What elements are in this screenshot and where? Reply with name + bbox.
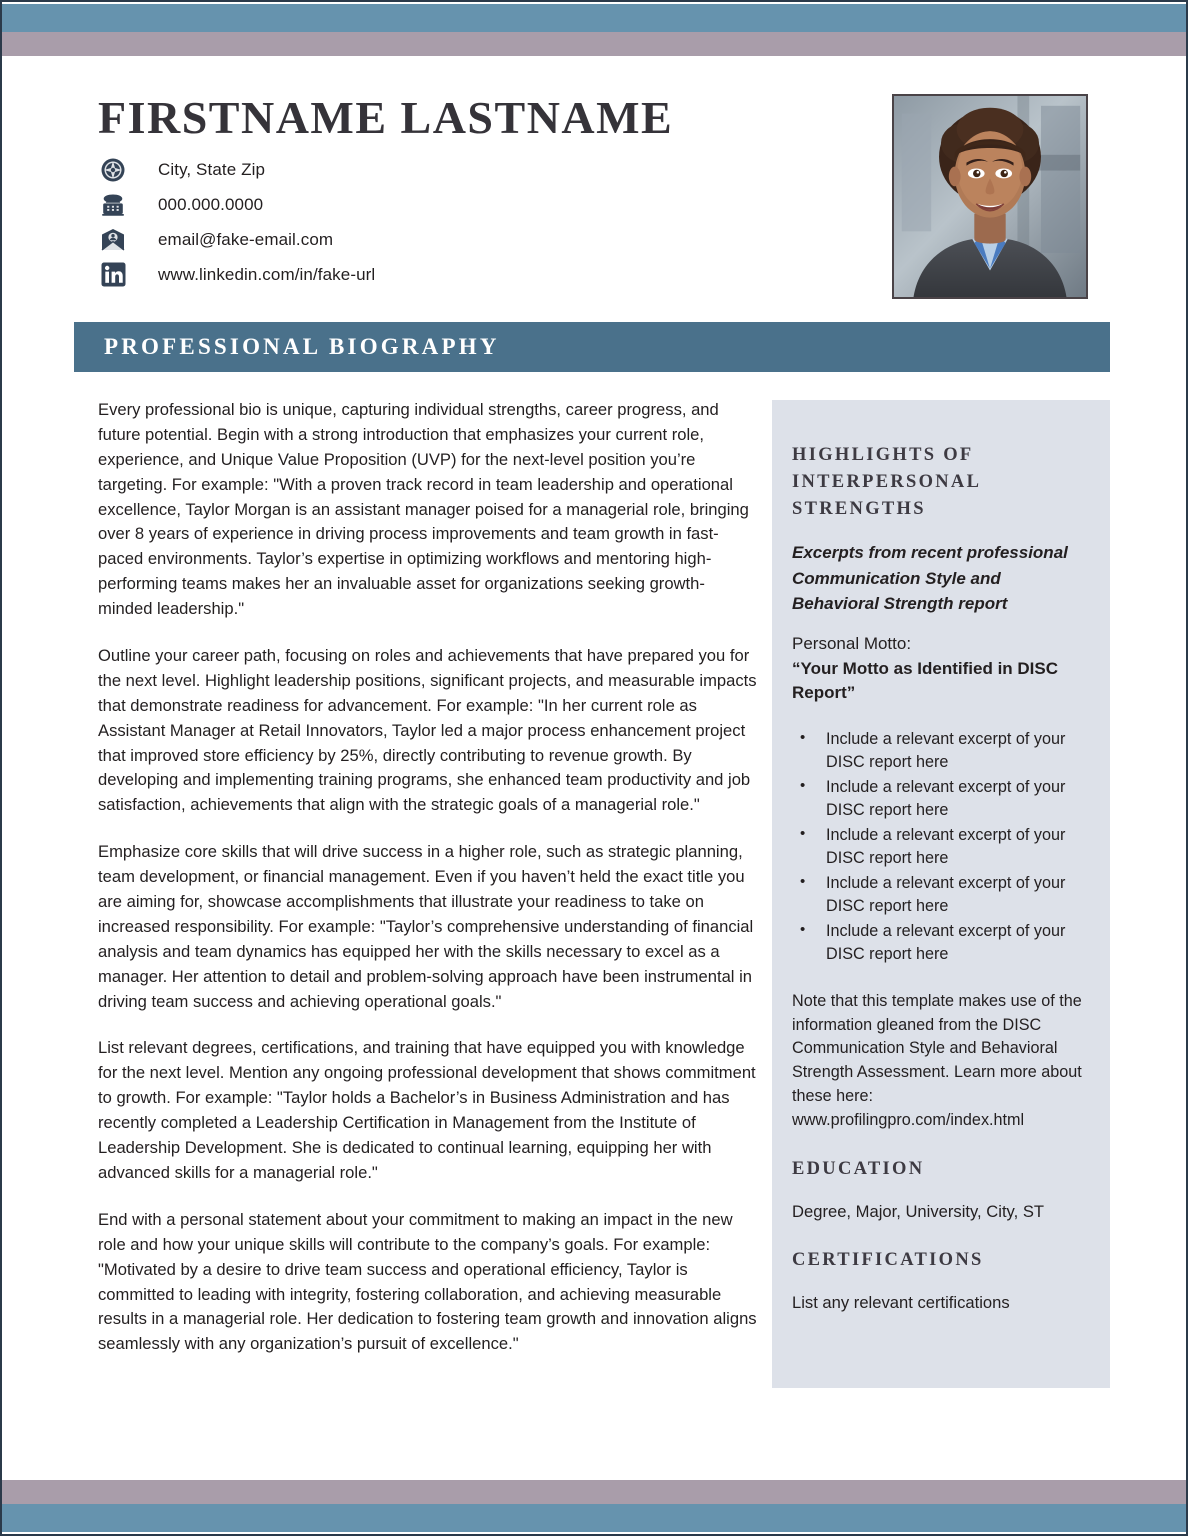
compass-icon [98, 155, 128, 185]
bottom-mauve-bar [2, 1480, 1186, 1504]
bottom-blue-bar [2, 1504, 1186, 1532]
contact-list [98, 152, 878, 292]
contact-phone-text: 000.000.0000 [158, 194, 264, 214]
section-header-professional-biography [74, 322, 1110, 372]
biography-paragraph: List relevant degrees, certifications, and training that have equipped you with knowledge for the next level. Mention any ongoing professional development that shows commitment to growth. For example: "Taylor holds a Bachelor’s in Business Administration and has recently completed a Leadership Certification in Management from the Institute of Leadership Development. She is dedicated to continual learning, equipping her with advanced skills for a managerial role." [98, 1038, 756, 1182]
sidebar-motto-label: Personal Motto: [792, 633, 912, 653]
contact-row-email [98, 222, 878, 257]
list-item: • Include a relevant excerpt of your DISC report here [826, 728, 1088, 774]
contact-row-phone [98, 187, 878, 222]
portrait-photo [894, 96, 1086, 297]
sidebar-panel [772, 400, 1110, 1388]
sidebar-certifications-title: CERTIFICATIONS [792, 1249, 984, 1270]
biography-paragraph: Every professional bio is unique, capturing individual strengths, career progress, and future potential. Begin with a strong introduction that emphasizes your current role, experience, and Unique Value Proposition (UVP) for the next-level position you’re targeting. For example: "With a proven track record in team leadership and operational excellence, Taylor Morgan is an assistant manager poised for a managerial role, bringing over 8 years of experience in driving process improvements and team growth in fast-paced environments. Taylor’s expertise in optimizing workflows and mentoring high-performing teams makes her an invaluable asset for organizations seeking growth-minded leadership." [98, 400, 749, 619]
section-title: PROFESSIONAL BIOGRAPHY [104, 334, 500, 359]
sidebar-motto-value: “Your Motto as Identified in DISC Report” [792, 658, 1059, 703]
top-blue-bar [2, 4, 1186, 32]
email-icon [98, 225, 128, 255]
list-item: • Include a relevant excerpt of your DISC report here [826, 776, 1088, 822]
biography-paragraph: Emphasize core skills that will drive success in a higher role, such as strategic planning, team development, or financial management. Even if you haven’t held the exact title you are aiming for, showcase accomplishments that illustrate your readiness to take on increased responsibility. For example: "Taylor’s comprehensive understanding of financial analysis and team dynamics has equipped her with the skills necessary to excel as a manager. Her attention to detail and problem-solving approach have been instrumental in driving team success and achieving operational goals." [98, 842, 754, 1011]
contact-email-text: email@fake-email.com [158, 229, 334, 249]
sidebar-education-body: Degree, Major, University, City, ST [792, 1201, 1045, 1221]
sidebar-bullet-list [792, 728, 1088, 966]
biography-paragraph: Outline your career path, focusing on roles and achievements that have prepared you for the next level. Highlight leadership positions, significant projects, and measurable impacts that demonstrate readiness for advancement. For example: "In her current role as Assistant Manager at Retail Innovators, Taylor led a major process enhancement project that improved store efficiency by 25%, directly contributing to revenue growth. By developing and implementing training programs, she enhanced team productivity and job satisfaction, achievements that align with the strategic goals of a managerial role." [98, 646, 757, 815]
avatar [892, 94, 1088, 299]
list-item: • Include a relevant excerpt of your DISC report here [826, 872, 1088, 918]
page-title: FIRSTNAME LASTNAME [98, 92, 674, 143]
linkedin-icon [98, 260, 128, 290]
contact-row-location [98, 152, 878, 187]
contact-linkedin-text: www.linkedin.com/in/fake-url [158, 264, 376, 284]
top-mauve-bar [2, 32, 1186, 56]
biography-paragraph: End with a personal statement about your commitment to making an impact in the new role and how your unique skills will contribute to the company’s goals. For example: "Motivated by a desire to drive team success and operational efficiency, Taylor is committed to leading with integrity, fostering collaboration, and achieving measurable results in a managerial role. Her dedication to fostering team growth and innovation aligns seamlessly with any organization’s pursuit of excellence." [98, 1209, 757, 1354]
sidebar-certifications-body: List any relevant certifications [792, 1292, 1010, 1312]
phone-icon [98, 190, 128, 220]
biography-column [98, 398, 758, 1379]
contact-location-text: City, State Zip [158, 159, 265, 179]
contact-row-linkedin [98, 257, 878, 292]
list-item: • Include a relevant excerpt of your DISC report here [826, 824, 1088, 870]
sidebar-intro: Excerpts from recent professional Communication Style and Behavioral Strength report [792, 543, 1068, 613]
sidebar-note: Note that this template makes use of the information gleaned from the DISC Communication Style and Behavioral Strength Assessment. Learn more about these here: www.profilingpro.com/index.html [792, 991, 1082, 1129]
header-block [98, 94, 878, 292]
sidebar-heading: HIGHLIGHTS OF INTERPERSONAL STRENGTHS [792, 445, 981, 519]
list-item: • Include a relevant excerpt of your DISC report here [826, 920, 1088, 966]
sidebar-education-title: EDUCATION [792, 1158, 925, 1179]
